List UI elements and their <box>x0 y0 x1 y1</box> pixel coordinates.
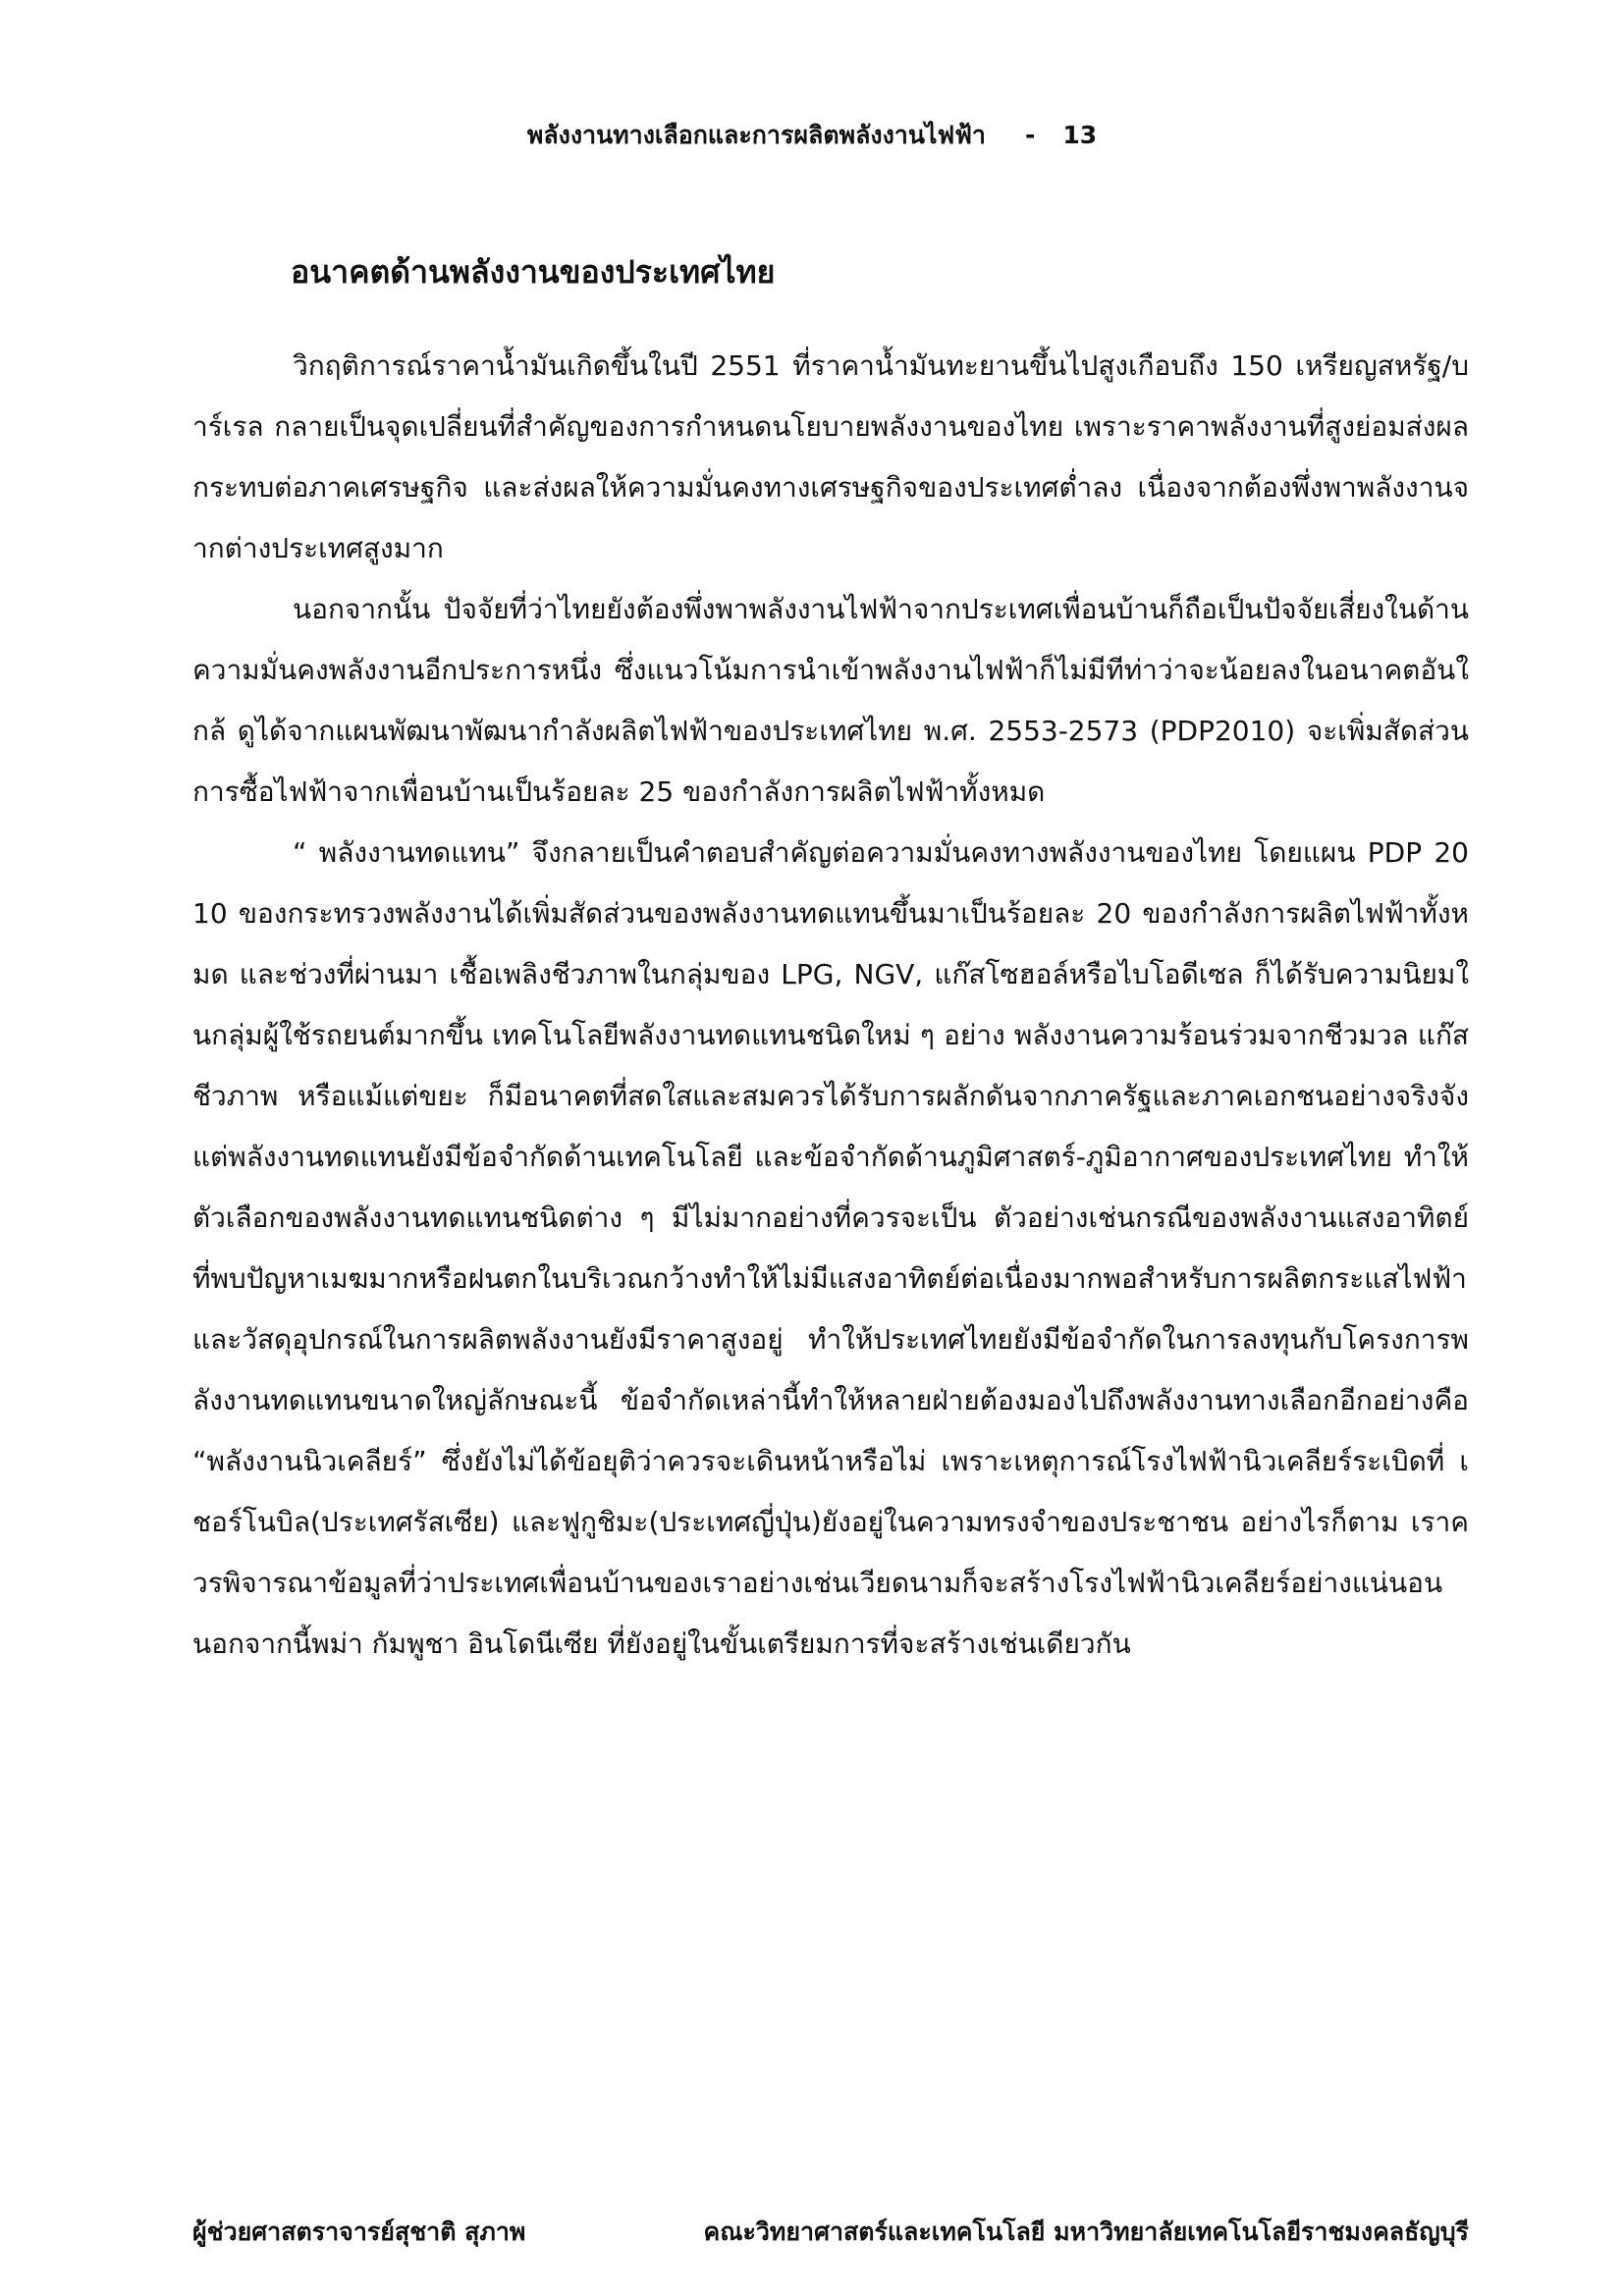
paragraph-electricity-import: นอกจากนั้น ปัจจัยที่ว่าไทยยังต้องพึ่งพาพลังงานไฟฟ้าจากประเทศเพื่อนบ้านก็ถือเป็นปัจจัยเสี่ยงในด้านความมั่นคงพลังงานอีกประการหนึ่ง ซึ่งแนวโน้มการนำเข้าพลังงานไฟฟ้าก็ไม่มีทีท่าว่าจะน้อยลงในอนาคตอันใกล้ ดูได้จากแผนพัฒนาพัฒนากำลังผลิตไฟฟ้าของประเทศไทย พ.ศ. 2553-2573 (PDP2010) จะเพิ่มสัดส่วนการซื้อไฟฟ้าจากเพื่อนบ้านเป็นร้อยละ 25 ของกำลังการผลิตไฟฟ้าทั้งหมด <box>192 593 1469 808</box>
running-header <box>0 116 1624 155</box>
section-title: อนาคตด้านพลังงานของประเทศไทย <box>291 253 776 291</box>
paragraph-oil-crisis: วิกฤติการณ์ราคาน้ำมันเกิดขึ้นในปี 2551 ที่ราคาน้ำมันทะยานขึ้นไปสูงเกือบถึง 150 เหรียญสหรัฐ/บาร์เรล กลายเป็นจุดเปลี่ยนที่สำคัญของการกำหนดนโยบายพลังงานของไทย เพราะราคาพลังงานที่สูงย่อมส่งผลกระทบต่อภาคเศรษฐกิจ และส่งผลให้ความมั่นคงทางเศรษฐกิจของประเทศต่ำลง เนื่องจากต้องพึ่งพาพลังงานจากต่างประเทศสูงมาก <box>192 349 1469 564</box>
header-title: พลังงานทางเลือกและการผลิตพลังงานไฟฟ้า <box>526 121 986 149</box>
footer-institution: คณะวิทยาศาสตร์และเทคโนโลยี มหาวิทยาลัยเทคโนโลยีราชมงคลธัญบุรี <box>703 2217 1469 2246</box>
page-footer <box>192 2213 1469 2252</box>
footer-author: ผู้ช่วยศาสตราจารย์สุชาติ สุภาพ <box>192 2217 526 2246</box>
body-text <box>192 336 1469 1675</box>
paragraph-renewable-energy: “ พลังงานทดแทน” จึงกลายเป็นคำตอบสำคัญต่อความมั่นคงทางพลังงานของไทย โดยแผน PDP 2010 ของกระทรวงพลังงานได้เพิ่มสัดส่วนของพลังงานทดแทนขึ้นมาเป็นร้อยละ 20 ของกำลังการผลิตไฟฟ้าทั้งหมด และช่วงที่ผ่านมา เชื้อเพลิงชีวภาพในกลุ่มของ LPG, NGV, แก๊สโซฮอล์หรือไบโอดีเซล ก็ได้รับความนิยมในกลุ่มผู้ใช้รถยนต์มากขึ้น เทคโนโลยีพลังงานทดแทนชนิดใหม่ ๆ อย่าง พลังงานความร้อนร่วมจากชีวมวล แก๊สชีวภาพ หรือแม้แต่ขยะ ก็มีอนาคตที่สดใสและสมควรได้รับการผลักดันจากภาครัฐและภาคเอกชนอย่างจริงจัง แต่พลังงานทดแทนยังมีข้อจำกัดด้านเทคโนโลยี และข้อจำกัดด้านภูมิศาสตร์-ภูมิอากาศของประเทศไทย ทำให้ตัวเลือกของพลังงานทดแทนชนิดต่าง ๆ มีไม่มากอย่างที่ควรจะเป็น ตัวอย่างเช่นกรณีของพลังงานแสงอาทิตย์ ที่พบปัญหาเมฆมากหรือฝนตกในบริเวณกว้างทำให้ไม่มีแสงอาทิตย์ต่อเนื่องมากพอสำหรับการผลิตกระแสไฟฟ้า และวัสดุอุปกรณ์ในการผลิตพลังงานยังมีราคาสูงอยู่ ทำให้ประเทศไทยยังมีข้อจำกัดในการลงทุนกับโครงการพลังงานทดแทนขนาดใหญ่ลักษณะนี้ ข้อจำกัดเหล่านี้ทำให้หลายฝ่ายต้องมองไปถึงพลังงานทางเลือกอีกอย่างคือ “พลังงานนิวเคลียร์” ซึ่งยังไม่ได้ข้อยุติว่าควรจะเดินหน้าหรือไม่ เพราะเหตุการณ์โรงไฟฟ้านิวเคลียร์ระเบิดที่ เชอร์โนบิล(ประเทศรัสเซีย) และฟูกูชิมะ(ประเทศญี่ปุ่น)ยังอยู่ในความทรงจำของประชาชน อย่างไรก็ตาม เราควรพิจารณาข้อมูลที่ว่าประเทศเพื่อนบ้านของเราอย่างเช่นเวียดนามก็จะสร้างโรงไฟฟ้านิวเคลียร์อย่างแน่นอน นอกจากนี้พม่า กัมพูชา อินโดนีเซีย ที่ยังอยู่ในขั้นเตรียมการที่จะสร้างเช่นเดียวกัน <box>192 836 1469 1660</box>
page-number: 13 <box>1062 121 1098 149</box>
header-separator: - <box>1024 121 1036 149</box>
